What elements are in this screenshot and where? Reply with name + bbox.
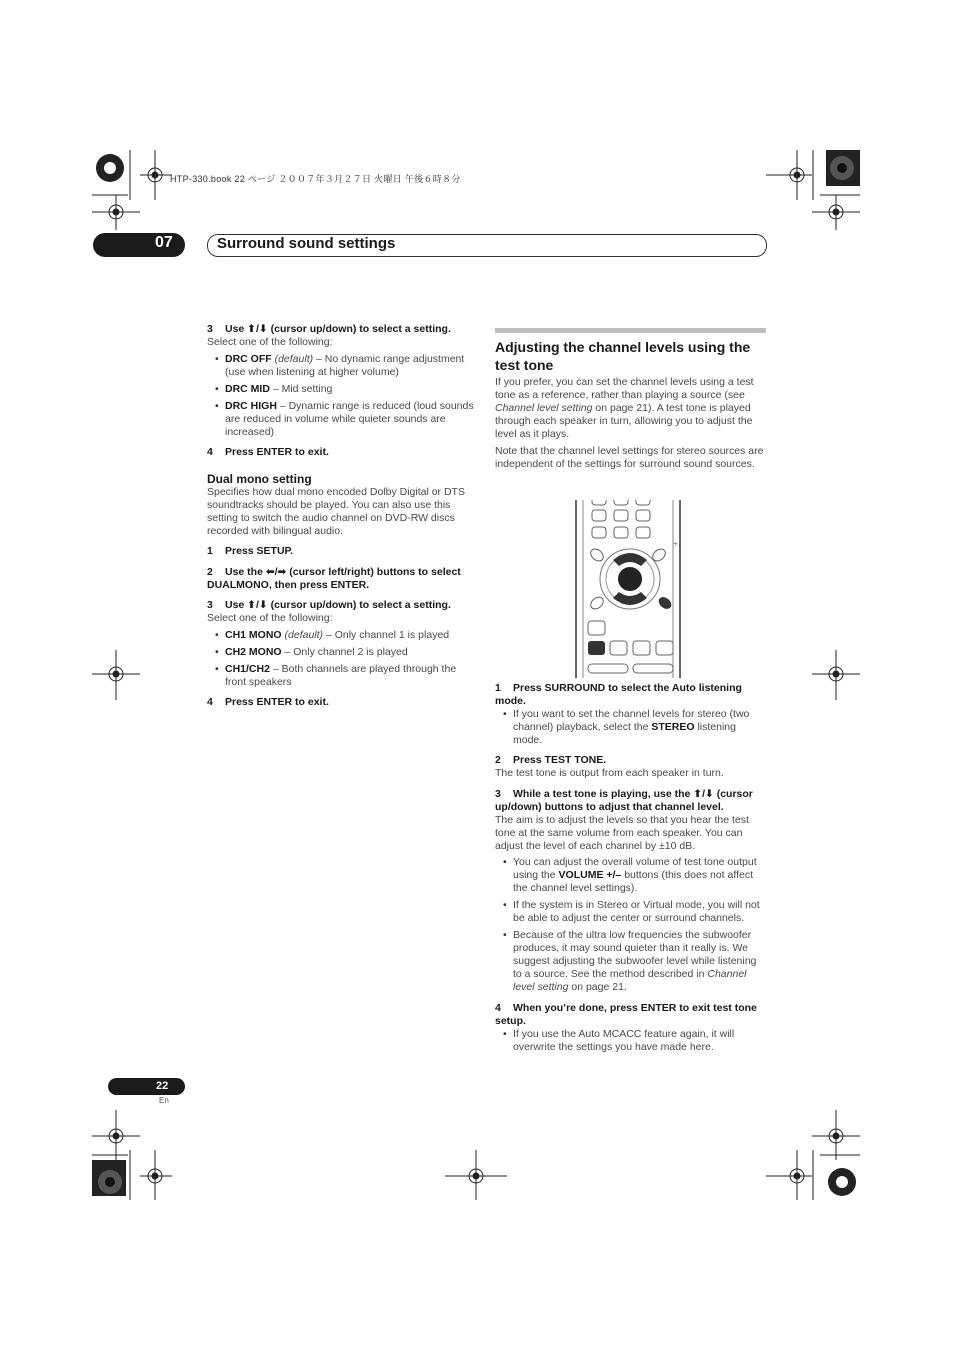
dual-mono-step-4: 4 Press ENTER to exit.	[207, 696, 329, 708]
section-heading: Adjusting the channel levels using the test tone	[495, 339, 751, 373]
file-info: HTP-330.book 22 ページ ２００７年３月２７日 火曜日 午後６時８分	[170, 174, 461, 184]
drc-step-4: 4 Press ENTER to exit.	[207, 446, 329, 458]
ch2-mono-item: • CH2 MONO – Only channel 2 is played	[207, 646, 477, 659]
page-language: En	[159, 1096, 169, 1105]
drc-step-3: 3 Use ⬆/⬇ (cursor up/down) to select a setting.	[207, 323, 451, 335]
section-intro: If you prefer, you can set the channel levels using a test tone as a reference, rather than playing a source (see Channel level setting on page 21). A test tone is played through each speaker in turn, allowing you to adjust the level as it plays.	[495, 376, 754, 440]
subwoofer-note: • Because of the ultra low frequencies the subwoofer produces, it may sound quieter than it really is. We suggest adjusting the subwoofer level while listening to a source. See the method described in Channel level setting on page 21.	[495, 929, 766, 994]
remote-control-illustration	[575, 500, 681, 678]
svg-text:+: +	[673, 541, 679, 548]
ch1-mono-item: • CH1 MONO (default) – Only channel 1 is played	[207, 629, 477, 642]
chapter-title: Surround sound settings	[217, 235, 396, 252]
chapter-number: 07	[155, 234, 173, 251]
dual-mono-heading: Dual mono setting	[207, 472, 312, 486]
ch1-ch2-item: • CH1/CH2 – Both channels are played through the front speakers	[207, 663, 477, 689]
test-tone-step-2: 2 Press TEST TONE.	[495, 754, 607, 766]
mcacc-note: • If you use the Auto MCACC feature again, it will overwrite the settings you have made here.	[495, 1028, 766, 1054]
test-tone-step-3-text: The aim is to adjust the levels so that you hear the test tone at the same volume from each speaker. You can adjust the level of each channel by ±10 dB.	[495, 814, 749, 852]
dual-mono-intro: Specifies how dual mono encoded Dolby Digital or DTS soundtracks should be played. You can also use this setting to switch the audio channel on DVD-RW discs recorded with bilingual audio.	[207, 486, 465, 537]
page-number: 22	[156, 1080, 169, 1092]
dual-mono-intro-2: Select one of the following:	[207, 612, 333, 624]
left-column	[207, 323, 477, 709]
test-tone-step-3: 3 While a test tone is playing, use the ⬆/⬇ (cursor up/down) buttons to adjust that channel level.	[495, 788, 753, 813]
section-heading-bar	[495, 328, 766, 333]
section-note: Note that the channel level settings for stereo sources are independent of the settings for surround sound sources.	[495, 445, 764, 470]
right-column-steps	[495, 682, 766, 1054]
test-tone-step-2-text: The test tone is output from each speaker in turn.	[495, 767, 724, 779]
drc-mid-item: • DRC MID – Mid setting	[207, 383, 477, 396]
test-tone-step-1-note: • If you want to set the channel levels for stereo (two channel) playback, select the STEREO listening mode.	[495, 708, 766, 747]
dual-mono-step-2: 2 Use the ⬅/➡ (cursor left/right) buttons to select DUALMONO, then press ENTER.	[207, 566, 461, 591]
dual-mono-step-1: 1 Press SETUP.	[207, 545, 294, 557]
dual-mono-step-3: 3 Use ⬆/⬇ (cursor up/down) to select a setting.	[207, 599, 451, 611]
page-number-tab	[108, 1078, 185, 1095]
volume-note: • You can adjust the overall volume of test tone output using the VOLUME +/– buttons (this does not affect the channel level settings).	[495, 856, 766, 895]
drc-off-item: • DRC OFF (default) – No dynamic range adjustment (use when listening at higher volume)	[207, 353, 477, 379]
test-tone-step-1: 1 Press SURROUND to select the Auto listening mode.	[495, 682, 742, 707]
stereo-virtual-note: • If the system is in Stereo or Virtual mode, you will not be able to adjust the center or surround channels.	[495, 899, 766, 925]
right-column-top	[495, 338, 766, 471]
test-tone-step-4: 4 When you’re done, press ENTER to exit test tone setup.	[495, 1002, 757, 1027]
drc-high-item: • DRC HIGH – Dynamic range is reduced (loud sounds are reduced in volume while quieter sounds are increased)	[207, 400, 477, 439]
drc-intro: Select one of the following:	[207, 336, 333, 348]
